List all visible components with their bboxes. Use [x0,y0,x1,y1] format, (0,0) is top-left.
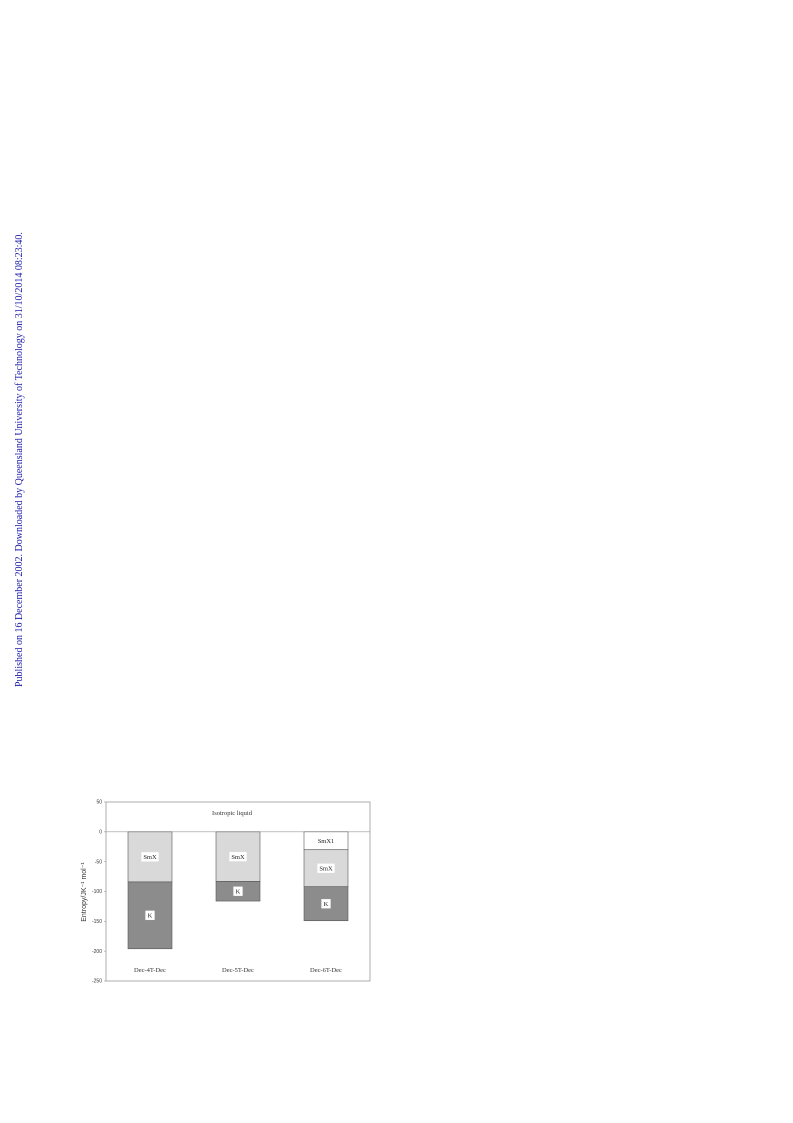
y-axis-ticks [92,800,106,985]
segment-label: K [147,912,153,920]
segment-label: SmX [231,853,245,861]
isotropic-liquid-label: Isotropic liquid [212,810,252,817]
y-tick-label: -250 [91,978,102,985]
segment-label: K [235,888,241,896]
y-tick-label: -150 [91,919,102,926]
download-notice: Published on 16 December 2002. Downloaded by Queensland University of Technology on 31/10/2014 08:23:40. [14,232,25,687]
y-tick-label: -50 [94,859,102,866]
category-label: Dec-6T-Dec [310,967,342,974]
entropy-stacked-bar-chart [70,795,380,990]
segment-label: K [323,900,329,908]
y-tick-label: -100 [91,889,102,896]
segment-label: SmX1 [317,837,335,845]
category-labels [134,967,342,974]
category-label: Dec-5T-Dec [222,967,254,974]
y-tick-label: -200 [91,948,102,955]
y-tick-label: 50 [96,799,102,806]
segment-label: SmX [319,865,333,873]
category-label: Dec-4T-Dec [134,967,166,974]
y-axis-label: Entropy/JK⁻¹ mol⁻¹ [81,862,88,922]
y-tick-label: 0 [99,829,102,836]
segment-label: SmX [143,854,157,862]
